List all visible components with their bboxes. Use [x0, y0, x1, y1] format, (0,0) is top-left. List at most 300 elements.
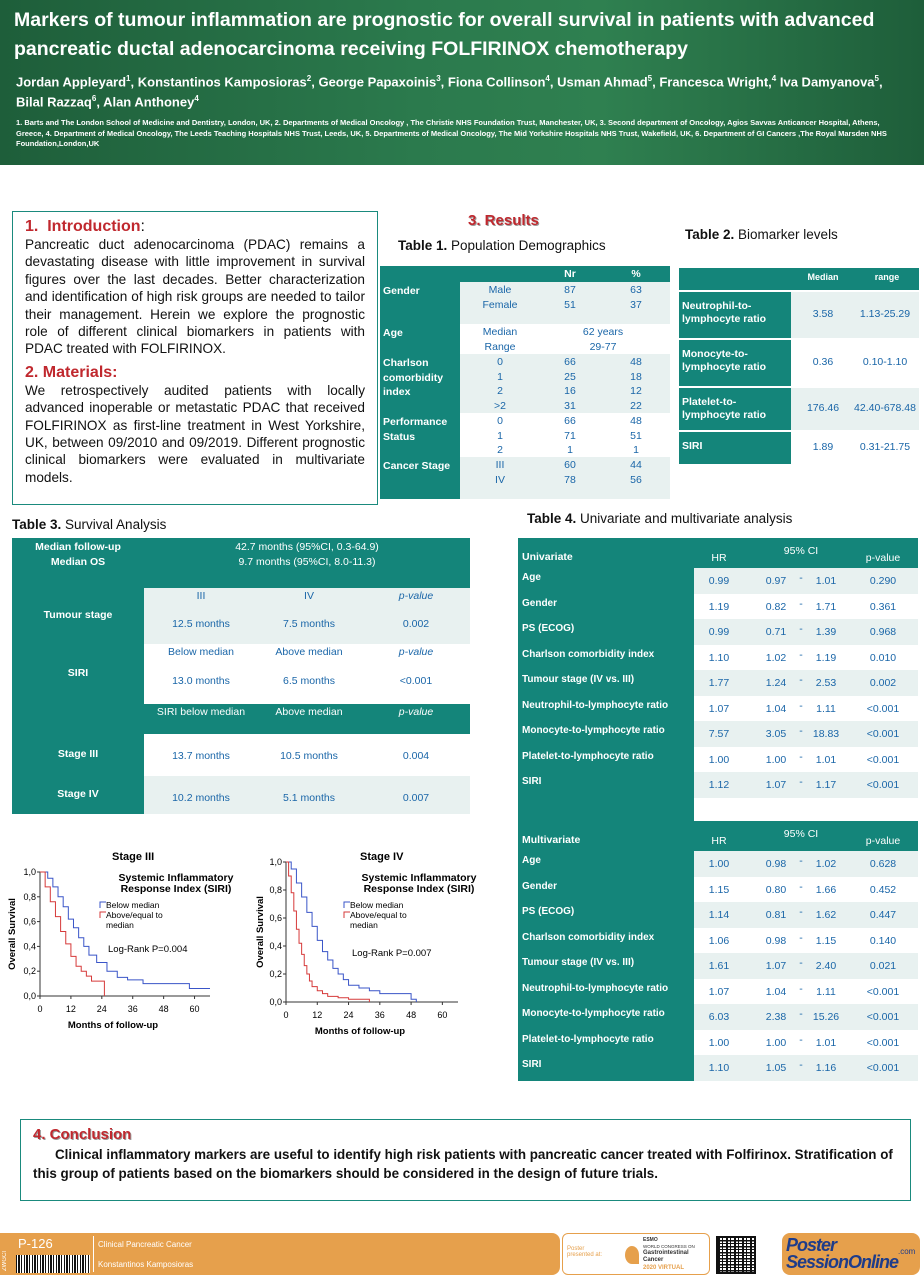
table4-row-ci-high: 1.01: [815, 575, 837, 587]
brand-logo[interactable]: [782, 1233, 920, 1275]
table2-row-range: 42.40-678.48: [854, 402, 916, 414]
table3-subhead: Above median: [275, 706, 343, 718]
table3-section-head: Below median: [168, 646, 234, 658]
y-tick-label: 0,8: [23, 891, 36, 902]
table4-row-ci-high: 1.71: [815, 600, 837, 613]
table4-row-p: 0.140: [869, 934, 897, 947]
congress-line2: Gastrointestinal: [643, 1250, 689, 1256]
table1-row-label: 2: [497, 385, 503, 397]
table4-row-p: 0.010: [869, 651, 897, 664]
table1-group-label: Charlson comorbidity index: [383, 357, 444, 398]
table4-row-ci-high: 15.26: [812, 1011, 840, 1023]
table4-row-ci-low: 0.98: [765, 858, 787, 870]
chart-title: Stage IV: [360, 851, 404, 863]
table3-survival: [12, 538, 470, 814]
table4-row-hr: 1.12: [708, 779, 730, 791]
conclusion-section: [20, 1119, 911, 1201]
table1-row-label: 1: [497, 429, 503, 442]
author-name: Konstantinos Kamposioras: [137, 74, 307, 90]
table4-head-p: p-value: [865, 552, 901, 564]
table3-section-head: IV: [304, 590, 314, 602]
table4-row-p: 0.002: [869, 677, 897, 689]
table4-row-ci-high: 2.40: [815, 960, 837, 972]
table1-group-label: Performance Status: [383, 416, 448, 443]
poster-number: P-126: [18, 1236, 53, 1251]
footer-category: Clinical Pancreatic Cancer: [98, 1240, 192, 1249]
congress-line1: WORLD CONGRESS ON: [643, 1244, 695, 1249]
author-name: Iva Damyanova: [779, 74, 875, 90]
table4-row-p: 0.290: [869, 575, 897, 587]
affiliations: 1. Barts and The London School of Medicine and Dentistry, London, UK, 2. Departments of Medical Oncology , The Christie NHS Foundation Trust, Manchester, UK, 3. Second department of Oncology, Agios Savvas Anticancer Hospital, Athens, Greece, 4. Department of Medical Oncology, The Leeds Teaching Hospitals NHS Trust, Leeds, UK, 5. Departments of Medical Oncology, The Mid Yorkshire Hospitals NHS Trust, Wakefield, UK, 6. Department of GI Cancers ,The Royal Marsden NHS Foundation,London,UK: [16, 118, 887, 148]
table1-row-pct: 1: [633, 444, 639, 456]
legend-label-above: Above/equal to: [350, 910, 407, 920]
table1-row-nr: 16: [564, 385, 576, 397]
table4-row-hr: 1.00: [708, 753, 730, 766]
table4-head-ci: 95% CI: [783, 828, 819, 840]
table4-caption: Table 4. Univariate and multivariate analysis: [527, 511, 793, 526]
x-tick-label: 48: [406, 1010, 417, 1020]
table4-row-label: Neutrophil-to-lymphocyte ratio: [522, 982, 669, 994]
congress-line3: Cancer: [643, 1257, 664, 1263]
author-affil-number: 4: [771, 74, 777, 83]
table4-row-ci-high: 1.66: [815, 883, 837, 896]
footer-bar: [0, 1233, 560, 1275]
table1-row-label: 2: [497, 444, 503, 456]
table4-row-p: <0.001: [866, 753, 900, 766]
table4-row-dash: -: [799, 906, 803, 918]
introduction-section: [12, 211, 378, 505]
table1-caption: Table 1. Population Demographics: [398, 238, 606, 253]
table4-row-ci-low: 0.80: [765, 883, 787, 896]
table3-section-head: p-value: [398, 590, 434, 602]
table4-regression: [518, 538, 918, 1078]
footer-divider: [93, 1236, 94, 1272]
table1-row-label: Female: [482, 298, 518, 311]
table4-head-ci: 95% CI: [783, 545, 819, 557]
table1-row-nr: 1: [567, 444, 573, 456]
table4-row-ci-high: 1.11: [816, 985, 836, 998]
table4-row-ci-high: 1.16: [815, 1062, 837, 1074]
table3-section-label: Stage III: [57, 748, 99, 760]
esmo-label: ESMO: [643, 1237, 658, 1243]
table1-row-nr: 87: [564, 284, 576, 296]
log-rank-annotation: Log-Rank P=0.004: [108, 944, 188, 955]
y-tick-label: 1,0: [269, 857, 282, 867]
author-affil-number: 5: [874, 74, 879, 83]
table4-row-ci-high: 1.15: [815, 934, 837, 947]
table4-row-p: <0.001: [866, 702, 900, 715]
legend-label-above: Above/equal to: [106, 910, 163, 920]
table1-row-label: 0: [497, 356, 503, 368]
author-affil-number: 3: [436, 74, 441, 83]
x-tick-label: 36: [374, 1010, 385, 1020]
table1-demographics: [380, 266, 670, 500]
table3-section-value: <0.001: [399, 675, 433, 687]
table1-row-pct: 18: [630, 370, 642, 383]
table1-row-label: IV: [495, 473, 505, 486]
table1-row-pct: 12: [630, 385, 642, 397]
author-affil-number: 6: [91, 94, 97, 104]
y-tick-label: 0,4: [269, 941, 282, 951]
table2-row-label: Neutrophil-to-lymphocyte ratio: [682, 300, 767, 325]
author-affil-number: 5: [647, 74, 653, 83]
x-tick-label: 48: [158, 1004, 169, 1014]
table1-row-nr: 51: [564, 298, 576, 311]
table4-row-hr: 0.99: [708, 575, 730, 587]
table2-head-median: Median: [807, 272, 839, 282]
leaf-icon: [625, 1246, 639, 1264]
table4-row-p: 0.447: [869, 909, 897, 921]
table3-label-band: [12, 588, 144, 814]
table4-row-p: <0.001: [866, 779, 900, 791]
table3-section-value: 0.007: [402, 792, 430, 804]
table4-head-hr: HR: [711, 835, 727, 847]
table1-group-label: Cancer Stage: [383, 460, 451, 472]
table3-section-label: Stage IV: [57, 788, 99, 800]
table1-row-label: >2: [494, 399, 506, 412]
x-tick-label: 24: [96, 1004, 107, 1014]
table1-row-nr: 66: [564, 356, 576, 368]
table4-head-p: p-value: [865, 835, 901, 847]
author-name: Alan Anthoney: [103, 94, 195, 110]
table4-row-ci-low: 1.02: [765, 651, 787, 664]
table3-section-value: 12.5 months: [172, 618, 230, 630]
table4-row-dash: -: [799, 623, 803, 635]
table4-row-p: 0.021: [869, 960, 897, 972]
table3-section-value: 13.0 months: [172, 675, 230, 687]
table1-row-nr: 78: [564, 473, 576, 486]
table2-caption: Table 2. Biomarker levels: [685, 227, 838, 242]
table4-row-ci-low: 0.71: [765, 626, 787, 638]
congress-year: 2020 VIRTUAL: [643, 1265, 685, 1271]
table4-row-label: Charlson comorbidity index: [522, 931, 655, 943]
x-tick-label: 60: [437, 1010, 448, 1020]
table4-row-ci-low: 1.04: [765, 985, 787, 998]
table3-section-label: Tumour stage: [43, 609, 113, 621]
x-tick-label: 60: [189, 1004, 200, 1014]
table2-row-range: 0.31-21.75: [859, 441, 911, 453]
table1-row-pct: 48: [630, 356, 642, 368]
table3-caption: Table 3. Survival Analysis: [12, 517, 167, 532]
author-list: Jordan Appleyard$^1$, Konstantinos Kamposioras$^2$, George Papaxoinis$^3$, Fiona Collinson$^4$, Usman Ahmad$^5$, Francesca Wright,$^4$ Iva Damyanova$^5$, Bilal Razzaq$^6$, Alan Anthoney$^4$: [16, 74, 883, 110]
table1-row-nr: 71: [564, 429, 576, 442]
table1-row-nr: 66: [564, 415, 576, 427]
table1-row-label: Median: [482, 326, 518, 338]
table4-row-label: SIRI: [522, 776, 542, 787]
table4-row-label: PS (ECOG): [522, 906, 575, 917]
table1-row-pct: 37: [630, 298, 642, 311]
x-axis-label: Months of follow-up: [314, 1026, 406, 1037]
table3-subhead: SIRI below median: [156, 706, 246, 718]
table4-row-hr: 0.99: [708, 626, 730, 638]
table1-row-nr: 60: [564, 459, 576, 471]
author-name: Francesca Wright,: [659, 74, 772, 90]
table3-top-label: Median follow-up: [35, 541, 121, 553]
table4-row-label: Charlson comorbidity index: [522, 648, 655, 660]
y-tick-label: 0,2: [23, 966, 36, 977]
table4-row-ci-low: 3.05: [765, 728, 787, 740]
table4-row-hr: 1.06: [708, 934, 730, 947]
table4-row-dash: -: [799, 674, 803, 686]
table4-row-p: 0.361: [869, 600, 897, 613]
y-tick-label: 0,0: [23, 991, 36, 1001]
table4-row-ci-low: 0.81: [765, 909, 787, 921]
table4-row-ci-high: 18.83: [812, 728, 840, 740]
table1-group-label: Age: [383, 327, 403, 339]
table4-row-p: <0.001: [866, 1062, 900, 1074]
introduction-text: Pancreatic duct adenocarcinoma (PDAC) remains a devastating disease with little improvement in survival figures over the last decades. Better characterization and identification of high risk groups are needed to tailor their management. Herein we explore the prognostic role of different clinical biomarkers in patients with PDAC treated with FOLFIRINOX.: [25, 237, 365, 357]
table4-row-label: Platelet-to-lymphocyte ratio: [522, 750, 654, 762]
table3-section-head: Above median: [275, 646, 343, 658]
table4-row-ci-low: 1.07: [765, 779, 787, 791]
chart-subtitle-line1: Systemic Inflammatory: [361, 872, 477, 884]
x-tick-label: 0: [283, 1010, 289, 1020]
table3-section-value: 10.2 months: [172, 792, 230, 804]
table4-row-dash: -: [799, 572, 803, 584]
table4-row-p: 0.628: [869, 858, 897, 870]
side-code: ZWGCI: [2, 1251, 8, 1271]
y-tick-label: 0,2: [269, 969, 282, 979]
table3-section-value: 5.1 months: [283, 792, 335, 804]
table4-row-label: SIRI: [522, 1059, 542, 1070]
table4-row-dash: -: [799, 699, 803, 712]
table4-row-hr: 7.57: [708, 728, 730, 740]
table4-row-label: Monocyte-to-lymphocyte ratio: [522, 1008, 665, 1019]
x-tick-label: 0: [37, 1004, 43, 1014]
legend-label-below: Below median: [350, 900, 404, 910]
table4-row-label: Tumour stage (IV vs. III): [522, 957, 635, 968]
table1-row-nr: 31: [564, 399, 576, 412]
table4-row-hr: 1.15: [708, 883, 730, 896]
table3-top-value: 42.7 months (95%CI, 0.3-64.9): [235, 541, 379, 553]
table4-row-dash: -: [799, 957, 803, 969]
table4-row-hr: 1.07: [708, 985, 730, 998]
table4-row-dash: -: [799, 648, 803, 661]
table4-row-dash: -: [799, 776, 803, 788]
x-tick-label: 12: [65, 1004, 76, 1014]
author-name: Bilal Razzaq: [16, 94, 92, 110]
x-tick-label: 24: [343, 1010, 354, 1020]
table1-row-pct: 22: [630, 399, 642, 412]
table4-row-ci-low: 2.38: [765, 1011, 787, 1023]
table2-head-range: range: [874, 272, 900, 282]
table1-head-nr: Nr: [564, 268, 576, 280]
table1-row-label: 0: [497, 415, 503, 427]
table2-biomarkers: [679, 268, 919, 464]
legend-label-below: Below median: [106, 900, 160, 910]
table4-row-ci-low: 1.04: [765, 702, 787, 715]
table4-row-dash: -: [799, 725, 803, 737]
congress-logo: [562, 1233, 710, 1275]
qr-code-icon[interactable]: [716, 1236, 756, 1274]
y-axis-label: Overall Survival: [7, 898, 18, 970]
table4-row-hr: 1.77: [708, 677, 730, 689]
conclusion-text: Clinical inflammatory markers are useful to identify high risk patients with pancreatic cancer treated with Folfirinox. Stratification of this group of patients based on the biomarkers should be considered in the design of future trials.: [33, 1147, 893, 1181]
table1-row-value: 29-77: [589, 340, 617, 353]
table4-row-label: Neutrophil-to-lymphocyte ratio: [522, 699, 669, 711]
table1-row-pct: 48: [630, 415, 642, 427]
table4-row-ci-high: 1.01: [815, 1036, 837, 1049]
table2-row-label: Monocyte-to-lymphocyte ratio: [682, 348, 767, 373]
table1-row-label: Male: [488, 284, 512, 296]
table4-row-ci-high: 1.01: [815, 753, 837, 766]
table1-row-label: 1: [497, 370, 503, 383]
y-tick-label: 1,0: [23, 867, 36, 877]
table3-section-value: 13.7 months: [172, 750, 230, 762]
table3-section-label: SIRI: [67, 667, 89, 679]
table4-row-dash: -: [799, 1033, 803, 1046]
table4-row-dash: -: [799, 931, 803, 944]
table4-row-ci-low: 1.07: [765, 960, 787, 972]
table4-row-p: <0.001: [866, 1011, 900, 1023]
table2-row-median: 1.89: [812, 441, 834, 453]
chart-subtitle-line1: Systemic Inflammatory: [118, 872, 234, 884]
y-tick-label: 0,8: [269, 885, 282, 895]
author-affil-number: 4: [545, 74, 550, 83]
table2-row-range: 0.10-1.10: [862, 356, 908, 368]
table4-row-hr: 1.07: [708, 702, 730, 715]
table4-row-hr: 1.19: [708, 600, 730, 613]
table4-row-label: Gender: [522, 597, 558, 609]
chart-subtitle-line2: Response Index (SIRI): [363, 883, 475, 895]
poster-title: Markers of tumour inflammation are prognostic for overall survival in patients with advanced pancreatic ductal adenocarcinoma receiving FOLFIRINOX chemotherapy: [14, 9, 875, 60]
table4-head-hr: HR: [711, 552, 727, 564]
author-name: Fiona Collinson: [447, 74, 546, 90]
table4-spacer-left: [518, 798, 694, 822]
y-tick-label: 0,0: [269, 997, 282, 1007]
table4-row-ci-low: 0.82: [765, 600, 787, 613]
table1-row-pct: 51: [630, 429, 642, 442]
table1-row-value: 62 years: [582, 326, 624, 338]
table2-row-label: Platelet-to-lymphocyte ratio: [682, 396, 767, 421]
brand-name: Poster SessionOnline: [786, 1235, 899, 1272]
y-tick-label: 0,6: [23, 916, 36, 927]
table2-row-label: SIRI: [682, 440, 703, 452]
chart-title: Stage III: [112, 851, 155, 863]
table4-row-p: 0.452: [869, 883, 897, 896]
barcode-icon: [16, 1255, 90, 1273]
table4-row-p: <0.001: [866, 1036, 900, 1049]
table2-row-median: 0.36: [812, 356, 834, 368]
table4-row-ci-low: 1.00: [765, 1036, 787, 1049]
table2-row-median: 176.46: [806, 402, 840, 414]
author-name: Jordan Appleyard: [16, 74, 127, 90]
author-affil-number: 2: [306, 74, 312, 83]
x-tick-label: 36: [127, 1004, 138, 1014]
table4-row-hr: 1.61: [708, 960, 730, 972]
table4-row-p: <0.001: [866, 728, 900, 740]
table4-head-label: Univariate: [522, 551, 573, 563]
table1-row-pct: 44: [630, 459, 642, 471]
table4-row-dash: -: [799, 750, 803, 763]
table3-subhead: p-value: [398, 706, 434, 718]
table3-top-value: 9.7 months (95%CI, 8.0-11.3): [238, 556, 376, 568]
y-tick-label: 0,6: [269, 913, 282, 923]
table1-row-label: Range: [484, 340, 516, 353]
x-axis-label: Months of follow-up: [67, 1020, 159, 1031]
table4-row-p: <0.001: [866, 985, 900, 998]
table4-row-ci-high: 1.02: [815, 858, 837, 870]
km-curve-above-median: [40, 872, 104, 996]
table1-row-pct: 56: [630, 473, 642, 486]
table4-row-ci-high: 1.62: [815, 909, 837, 921]
table1-row-nr: 25: [564, 370, 576, 383]
table4-row-ci-low: 1.05: [765, 1062, 787, 1074]
table4-row-dash: -: [799, 982, 803, 995]
table3-section-value: 6.5 months: [283, 675, 335, 687]
y-tick-label: 0,4: [23, 941, 36, 952]
author-affil-number: 4: [194, 94, 199, 104]
footer-presenter: Konstantinos Kamposioras: [98, 1260, 194, 1269]
x-tick-label: 12: [312, 1010, 323, 1020]
table4-row-dash: -: [799, 1008, 803, 1020]
table4-row-ci-high: 1.39: [815, 626, 837, 638]
table4-row-label: Platelet-to-lymphocyte ratio: [522, 1033, 654, 1045]
table4-row-hr: 1.00: [708, 1036, 730, 1049]
table4-row-hr: 1.14: [708, 909, 730, 921]
table2-row-range: 1.13-25.29: [859, 308, 911, 320]
results-heading: 3. Results: [468, 212, 539, 229]
legend-label-above-2: median: [106, 920, 134, 930]
table1-row-pct: 63: [630, 284, 642, 296]
table3-section-value: 7.5 months: [283, 618, 335, 630]
table4-row-ci-high: 1.17: [815, 779, 837, 791]
table4-row-ci-high: 1.11: [816, 702, 836, 715]
table3-section-value: 0.002: [402, 618, 430, 630]
km-chart-stage-iv: [252, 842, 502, 1042]
y-axis-label: Overall Survival: [255, 896, 266, 968]
table4-row-ci-low: 0.97: [765, 575, 787, 587]
table4-row-dash: -: [799, 880, 803, 893]
table3-section-value: 0.004: [402, 750, 430, 762]
table4-head-label: Multivariate: [522, 834, 581, 846]
table4-row-label: Age: [522, 855, 541, 866]
presented-at-label: Poster presented at:: [567, 1246, 603, 1258]
conclusion-heading: 4. Conclusion: [33, 1126, 132, 1143]
table4-row-dash: -: [799, 1059, 803, 1071]
table4-row-label: Gender: [522, 880, 558, 892]
brand-com: .com: [898, 1247, 916, 1256]
table3-section-value: 10.5 months: [280, 750, 338, 762]
table4-row-label: Age: [522, 572, 541, 583]
table4-row-ci-low: 0.98: [765, 934, 787, 947]
table4-row-ci-low: 1.00: [765, 753, 787, 766]
table4-row-hr: 6.03: [708, 1011, 730, 1023]
log-rank-annotation: Log-Rank P=0.007: [352, 948, 432, 959]
table4-row-label: Tumour stage (IV vs. III): [522, 674, 635, 685]
author-affil-number: 1: [126, 74, 131, 83]
table1-head-pct: %: [631, 268, 641, 280]
table4-row-ci-high: 1.19: [815, 651, 837, 664]
table4-row-hr: 1.10: [708, 1062, 730, 1074]
table3-section-head: III: [196, 590, 206, 602]
table3-top-label: Median OS: [50, 556, 106, 568]
table4-row-label: Monocyte-to-lymphocyte ratio: [522, 725, 665, 736]
table4-row-ci-low: 1.24: [765, 677, 787, 689]
materials-heading: 2. Materials:: [25, 363, 118, 381]
km-chart-stage-iii: [4, 842, 244, 1042]
table1-group-label: Gender: [383, 285, 420, 297]
table4-row-dash: -: [799, 855, 803, 867]
table4-row-dash: -: [799, 597, 803, 610]
table4-row-hr: 1.00: [708, 858, 730, 870]
legend-label-above-2: median: [350, 920, 378, 930]
table4-row-p: 0.968: [869, 626, 897, 638]
table4-row-ci-high: 2.53: [815, 677, 837, 689]
author-name: Usman Ahmad: [557, 74, 648, 90]
chart-subtitle-line2: Response Index (SIRI): [120, 883, 232, 895]
introduction-heading: 1. Introduction:: [25, 218, 145, 235]
